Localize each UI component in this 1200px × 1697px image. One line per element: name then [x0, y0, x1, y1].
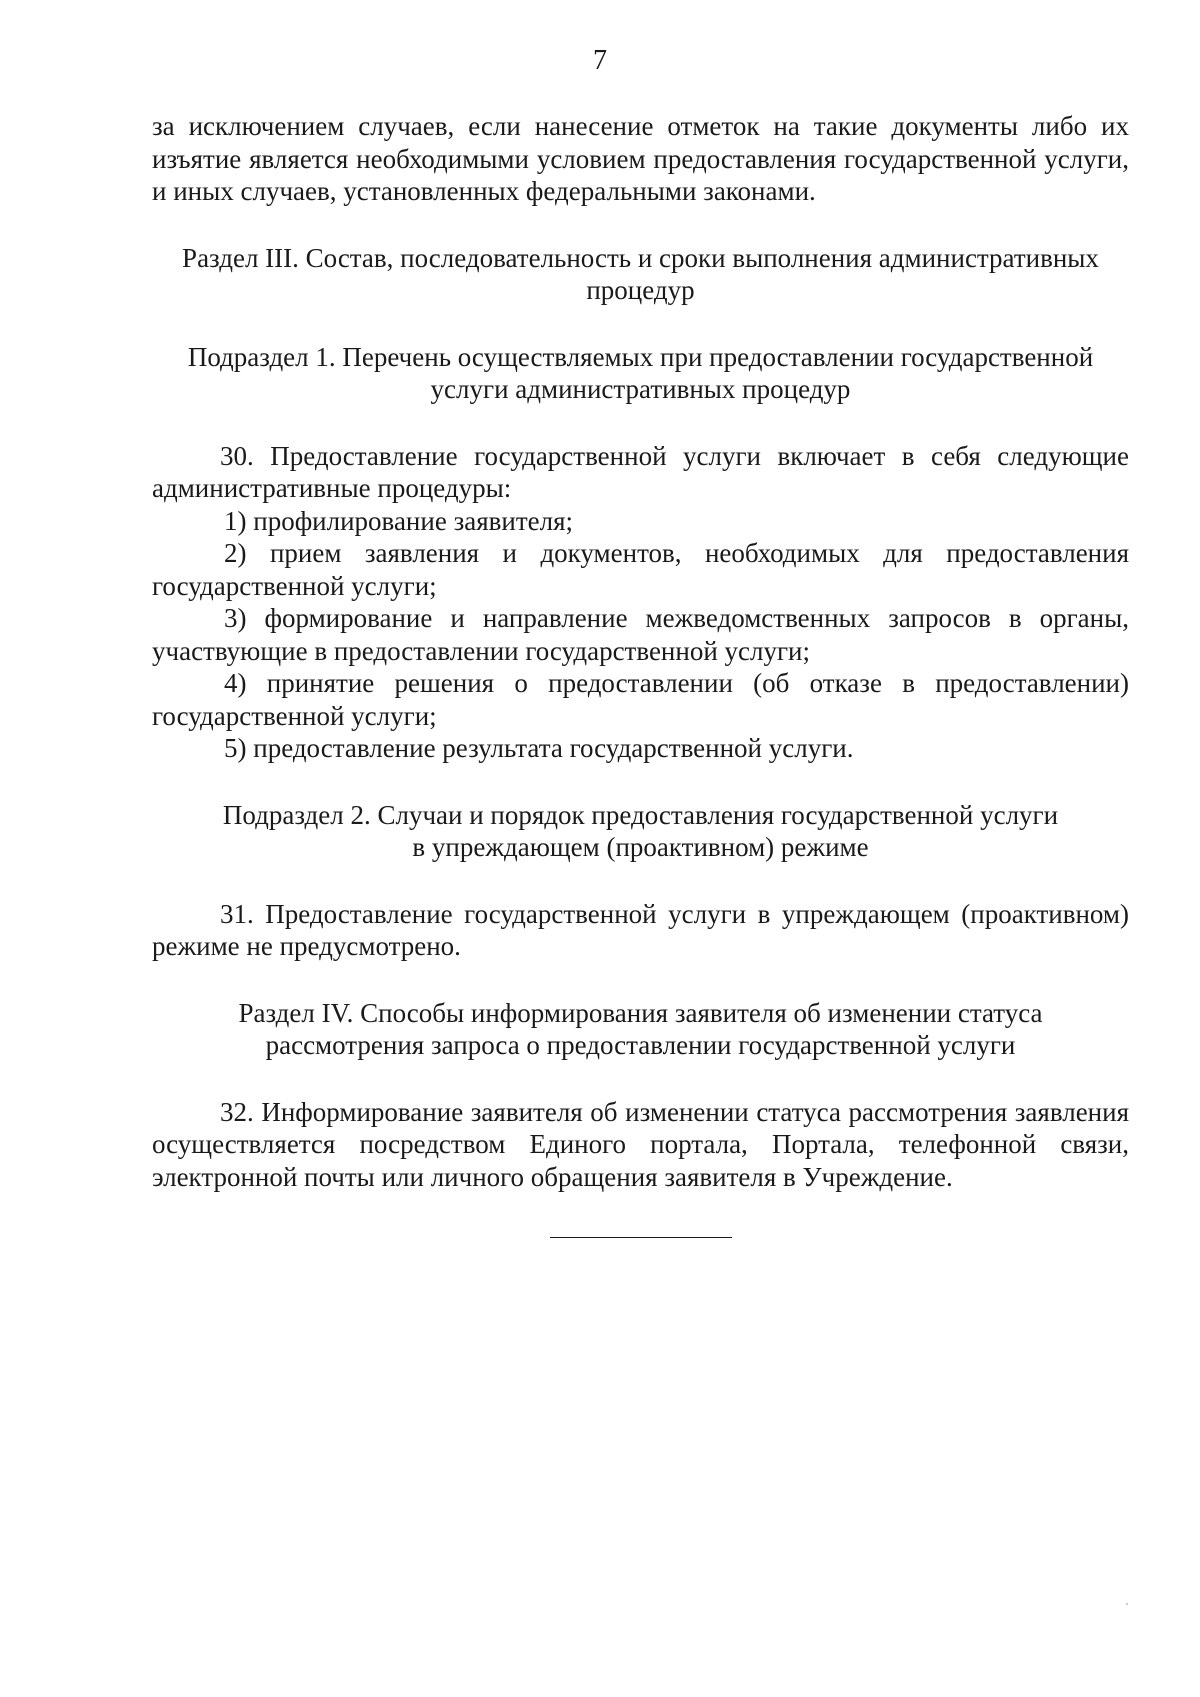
- intro-paragraph: за исключением случаев, если нанесение отметок на такие документы либо их изъятие является необходимыми условием предоставления государственной услуги, и иных случаев, установленных федеральными законами.: [152, 111, 1129, 206]
- section-4-heading-line-2: рассмотрения запроса о предоставлении государственной услуги: [265, 1030, 1016, 1060]
- list-item: 2) прием заявления и документов, необходимых для предоставления государственной услуги;: [152, 538, 1129, 601]
- list-item: 4) принятие решения о предоставлении (об отказе в предоставлении) государственной услуги;: [152, 668, 1129, 731]
- section-3-heading-line-2: процедур: [586, 275, 695, 305]
- list-item: 1) профилирование заявителя;: [224, 505, 574, 536]
- section-3-heading-line-1: Раздел III. Состав, последовательность и сроки выполнения административных: [182, 242, 1099, 273]
- list-item: 3) формирование и направление межведомственных запросов в органы, участвующие в предоставлении государственной услуги;: [152, 603, 1129, 666]
- list-item: 5) предоставление результата государственной услуги.: [224, 733, 854, 763]
- subsection-2-heading-line-1: Подраздел 2. Случаи и порядок предоставления государственной услуги: [222, 799, 1059, 830]
- subsection-1-heading-line-2: услуги административных процедур: [430, 374, 851, 404]
- subsection-2-heading: [152, 799, 1129, 864]
- paragraph-30: 30. Предоставление государственной услуги включает в себя следующие административные процедуры:: [152, 440, 1129, 503]
- procedures-list: [152, 505, 1129, 765]
- closing-divider: [550, 1237, 732, 1238]
- subsection-1-heading: [152, 341, 1129, 406]
- section-4-heading: [152, 997, 1129, 1062]
- subsection-2-heading-line-2: в упреждающем (проактивном) режиме: [412, 832, 869, 862]
- scan-artifact: [1126, 1603, 1128, 1605]
- subsection-1-heading-line-1: Подраздел 1. Перечень осуществляемых при предоставлении государственной: [187, 341, 1094, 372]
- paragraph-31: 31. Предоставление государственной услуги в упреждающем (проактивном) режиме не предусмотрено.: [152, 898, 1129, 961]
- page-number: 7: [593, 45, 607, 76]
- section-4-heading-line-1: Раздел IV. Способы информирования заявителя об изменении статуса: [238, 997, 1043, 1028]
- section-3-heading: [152, 242, 1129, 307]
- document-body: [152, 110, 1129, 1238]
- paragraph-32: 32. Информирование заявителя об изменении статуса рассмотрения заявления осуществляется посредством Единого портала, Портала, телефонной связи, электронной почты или личного обращения заявителя в Учреждение.: [152, 1096, 1129, 1192]
